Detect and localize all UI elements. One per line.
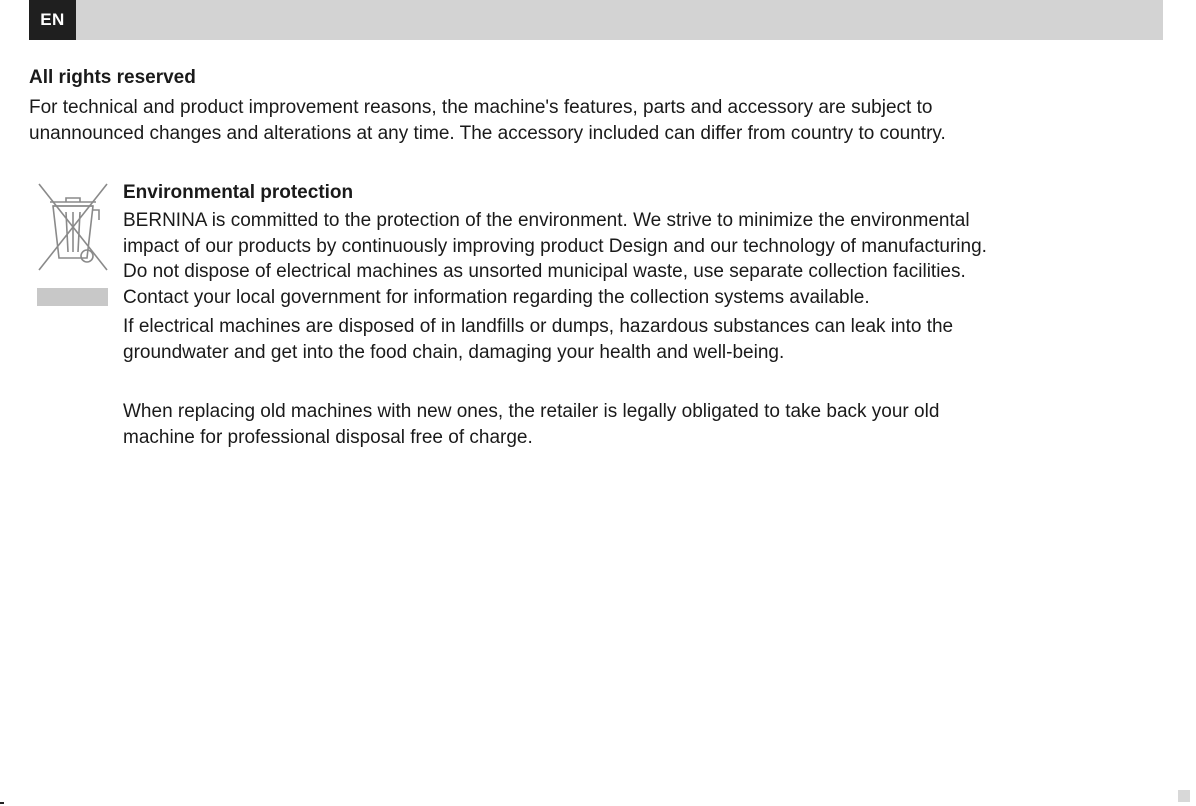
environment-title: Environmental protection — [123, 182, 354, 203]
environment-paragraph-1 — [123, 208, 987, 310]
env-p1-line-3: Do not dispose of electrical machines as unsorted municipal waste, use separate collection facilities. — [123, 261, 966, 282]
env-p1-line-2: impact of our products by continuously improving product Design and our technology of manufacturing. — [123, 235, 987, 257]
env-p3-line-1: When replacing old machines with new ones, the retailer is legally obligated to take back your old — [123, 401, 940, 422]
rights-text — [29, 95, 946, 146]
environment-paragraph-2 — [123, 314, 953, 365]
rights-line-1: For technical and product improvement reasons, the machine's features, parts and accessory are subject to — [29, 97, 933, 118]
header-bar — [29, 0, 1163, 40]
rights-line-2: unannounced changes and alterations at any time. The accessory included can differ from country to country. — [29, 122, 946, 144]
env-p1-line-1: BERNINA is committed to the protection of the environment. We strive to minimize the environmental — [123, 210, 970, 231]
env-p2-line-2: groundwater and get into the food chain, damaging your health and well-being. — [123, 341, 785, 363]
crossed-out-wheelie-bin-icon — [36, 180, 110, 272]
env-p3-line-2: machine for professional disposal free of charge. — [123, 426, 533, 448]
rights-title: All rights reserved — [29, 67, 196, 88]
page-edge-mark — [0, 802, 4, 804]
page-corner-tab — [1178, 790, 1190, 802]
env-p2-line-1: If electrical machines are disposed of in landfills or dumps, hazardous substances can leak into the — [123, 316, 954, 337]
language-badge: EN — [29, 0, 76, 40]
env-p1-line-4: Contact your local government for information regarding the collection systems available. — [123, 286, 870, 308]
environment-paragraph-3 — [123, 399, 939, 450]
weee-bar — [37, 288, 108, 306]
